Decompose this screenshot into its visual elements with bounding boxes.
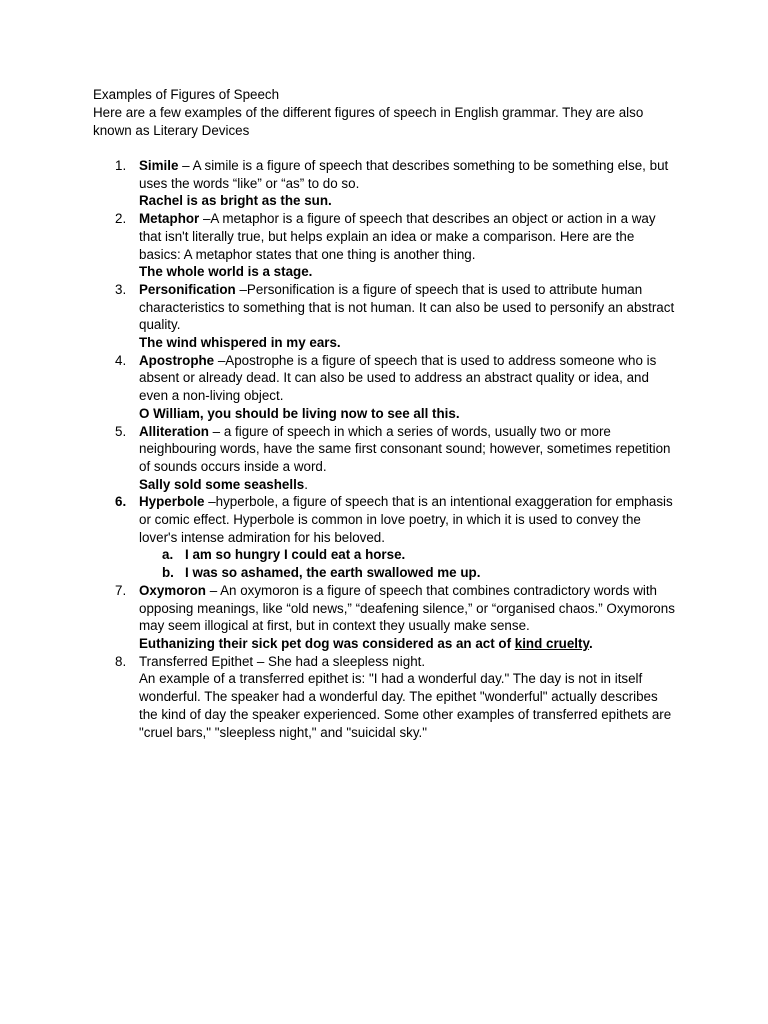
item-paragraph: An example of a transferred epithet is: "I had a wonderful day." The day is not in itself wonderful. The speaker had a wonderful day. The epithet "wonderful" actually describes the kind of day the speaker experienced. Some other examples of transferred epithets are "cruel bars," "sleepless night," and "suicidal sky." (139, 671, 672, 740)
item-number: 3. (115, 281, 127, 297)
list-item-metaphor (93, 210, 693, 281)
item-example-end: . (588, 635, 593, 651)
item-definition: –A metaphor is a figure of speech that describes an object or action in a way that isn't literally true, but helps explain an idea or make a comparison. Here are the basics: A metaphor states that one thing is another thing. (139, 211, 656, 262)
item-definition-text (139, 281, 679, 334)
hyperbole-examples (139, 546, 693, 581)
item-example-underlined: kind cruelty (514, 635, 589, 651)
item-definition-text (139, 157, 679, 192)
item-term: Personification (139, 281, 236, 297)
item-definition-text (139, 352, 679, 405)
sub-list-item (139, 546, 693, 564)
item-number: 6. (115, 494, 127, 510)
list-item-personification (93, 281, 693, 352)
item-term: Oxymoron (139, 582, 206, 598)
list-item-oxymoron (93, 582, 693, 653)
item-example-suffix: . (304, 476, 308, 492)
item-number: 8. (115, 653, 127, 669)
item-example: The whole world is a stage. (139, 264, 313, 280)
item-example: Sally sold some seashells (139, 476, 305, 492)
item-definition-text (139, 210, 679, 263)
item-term: Hyperbole (139, 494, 205, 510)
item-number: 7. (115, 582, 127, 598)
item-term: Simile (139, 158, 179, 173)
sub-item-letter: b. (162, 565, 174, 581)
item-number: 2. (115, 211, 127, 227)
list-item-alliteration (93, 423, 693, 494)
item-definition: – An oxymoron is a figure of speech that combines contradictory words with opposing meanings, like “old news,” “deafening silence,” or “organised chaos.” Oxymorons may seem illogical at first, but in context they usually make sense. (139, 582, 675, 634)
figures-list (93, 157, 693, 741)
sub-item-letter: a. (162, 547, 174, 563)
item-example: O William, you should be living now to see all this. (139, 405, 460, 421)
sub-list-item (139, 564, 693, 582)
item-example-line (139, 635, 693, 653)
item-definition: – A simile is a figure of speech that describes something to be something else, but uses the words “like” or “as” to do so. (139, 158, 669, 191)
item-example: Rachel is as bright as the sun. (139, 193, 332, 209)
sub-item-text: I am so hungry I could eat a horse. (185, 547, 406, 563)
document-title: Examples of Figures of Speech (93, 87, 280, 102)
item-number: 4. (115, 352, 127, 368)
item-term: Alliteration (139, 423, 209, 439)
sub-item-text: I was so ashamed, the earth swallowed me up. (185, 565, 481, 581)
item-heading: Transferred Epithet – She had a sleepless night. (139, 653, 426, 669)
item-definition: – a figure of speech in which a series of words, usually two or more neighbouring words, have the same first consonant sound; however, sometimes repetition of sounds occurs inside a word. (139, 423, 671, 474)
item-definition: –hyperbole, a figure of speech that is an intentional exaggeration for emphasis or comic effect. Hyperbole is common in love poetry, in which it is used to convey the lover's intense admiration for his beloved. (139, 494, 673, 545)
item-definition: –Personification is a figure of speech that is used to attribute human characteristics to something that is not human. It can also be used to personify an abstract quality. (139, 281, 675, 333)
list-item-hyperbole (93, 493, 693, 582)
item-definition: –Apostrophe is a figure of speech that is used to address someone who is absent or already dead. It can also be used to address an abstract quality or idea, and even a non-living object. (139, 352, 657, 404)
intro-paragraph: Here are a few examples of the different figures of speech in English grammar. They are also known as Literary Devices (93, 105, 644, 138)
item-definition-text (139, 493, 679, 546)
item-example-line (139, 476, 693, 494)
item-example: Euthanizing their sick pet dog was considered as an act of (139, 635, 515, 651)
list-item-transferred-epithet (93, 653, 693, 742)
list-item-apostrophe (93, 352, 693, 423)
item-term: Metaphor (139, 211, 200, 227)
item-definition-text (139, 423, 679, 476)
item-number: 5. (115, 423, 127, 439)
item-definition-text (139, 582, 679, 635)
item-term: Apostrophe (139, 352, 215, 368)
item-number: 1. (115, 158, 127, 173)
item-example: The wind whispered in my ears. (139, 335, 341, 351)
list-item-simile (93, 157, 693, 210)
